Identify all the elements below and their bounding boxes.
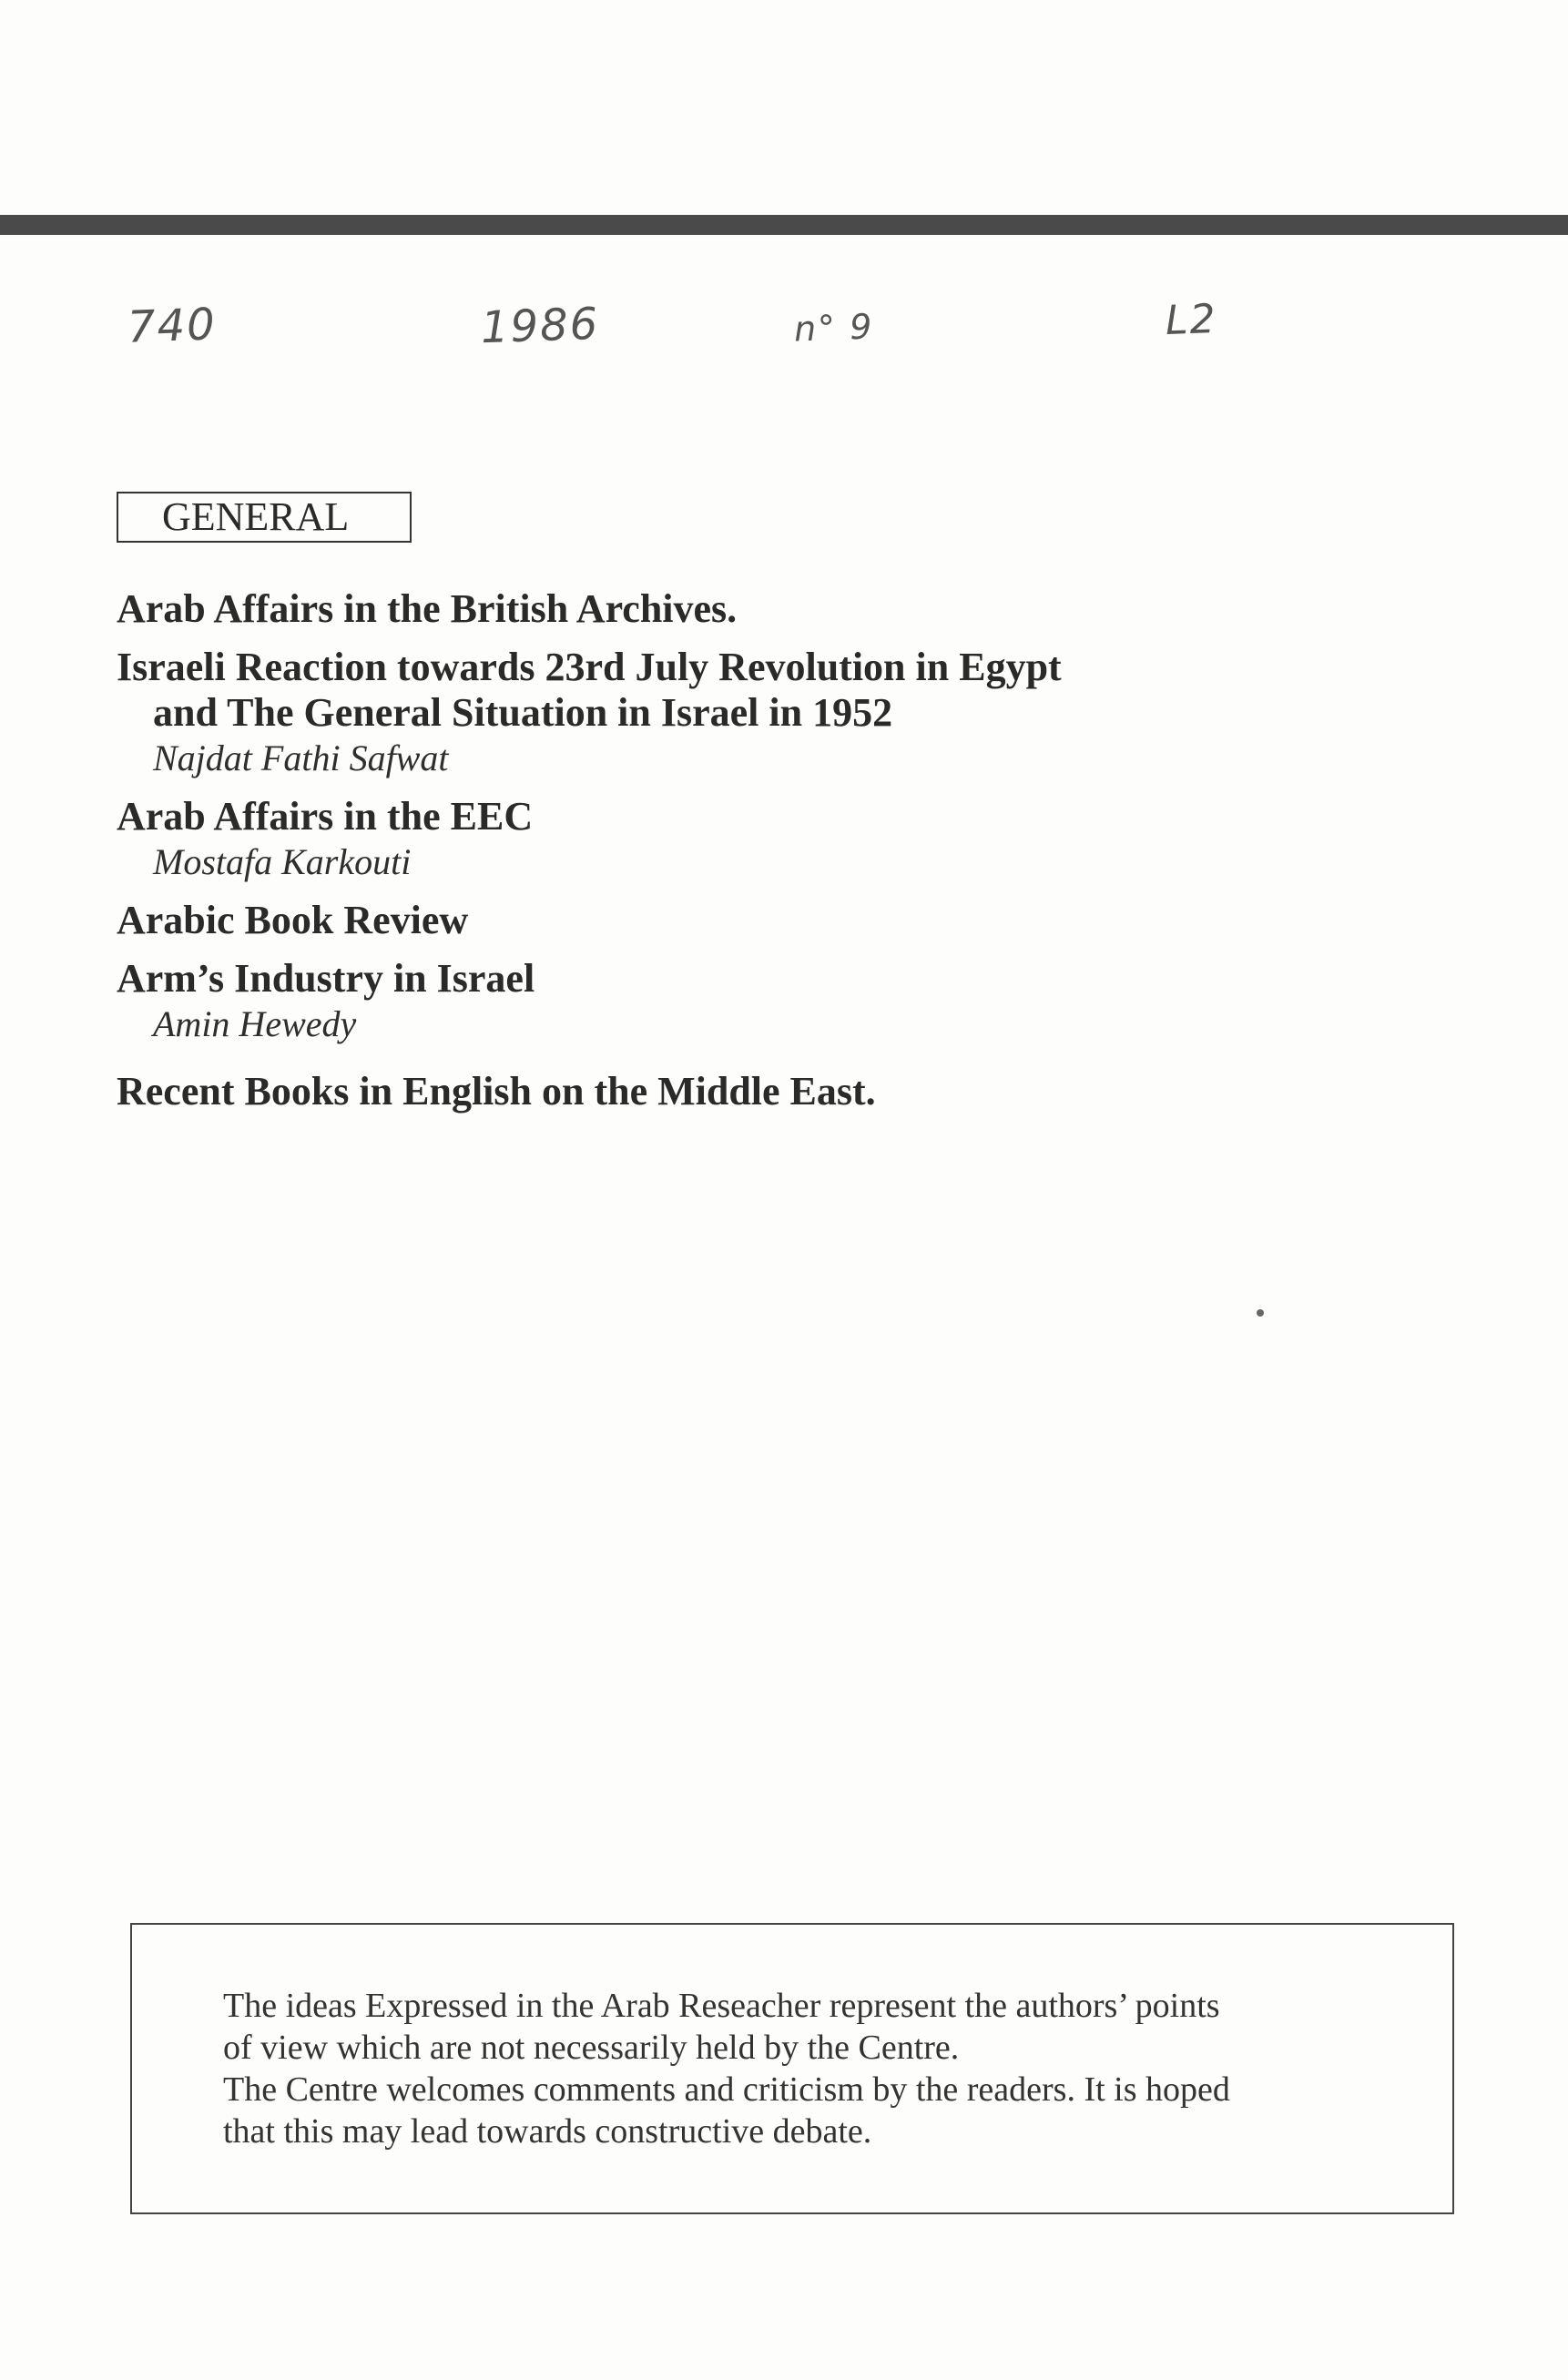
contents-entry <box>117 1069 1300 1114</box>
entry-author: Amin Hewedy <box>153 1003 357 1044</box>
entry-author: Najdat Fathi Safwat <box>153 737 449 778</box>
section-label: GENERAL <box>117 492 412 543</box>
contents-entry <box>117 586 1300 632</box>
handwritten-note: L2 <box>1165 296 1218 344</box>
disclaimer-text <box>223 1985 1398 2152</box>
contents-entry <box>117 794 1300 885</box>
contents-entry <box>117 956 1300 1047</box>
entry-title: Arm’s Industry in Israel <box>117 956 535 1001</box>
handwritten-note: 740 <box>127 299 218 353</box>
contents-entry <box>117 898 1300 943</box>
entry-title: Arab Affairs in the EEC <box>117 794 534 839</box>
ink-speck <box>1257 1309 1264 1317</box>
disclaimer-line: of view which are not necessarily held by the Centre. <box>223 2029 960 2067</box>
disclaimer-line: that this may lead towards constructive debate. <box>223 2112 872 2151</box>
disclaimer-line: The ideas Expressed in the Arab Reseacher represent the authors’ points <box>223 1987 1220 2025</box>
table-of-contents <box>117 586 1300 1127</box>
handwritten-note: n° 9 <box>793 306 875 350</box>
disclaimer-line: The Centre welcomes comments and criticism by the readers. It is hoped <box>223 2070 1230 2109</box>
entry-title-continued: and The General Situation in Israel in 1952 <box>153 690 893 735</box>
handwritten-note: 1986 <box>480 298 601 354</box>
entry-title: Israeli Reaction towards 23rd July Revolution in Egypt <box>117 645 1062 689</box>
entry-title: Arabic Book Review <box>117 898 469 942</box>
entry-title: Recent Books in English on the Middle East. <box>117 1069 876 1114</box>
entry-title: Arab Affairs in the British Archives. <box>117 586 738 631</box>
entry-author: Mostafa Karkouti <box>153 841 412 882</box>
contents-entry <box>117 645 1300 781</box>
disclaimer-box <box>130 1923 1454 2214</box>
header-rule <box>0 215 1568 235</box>
